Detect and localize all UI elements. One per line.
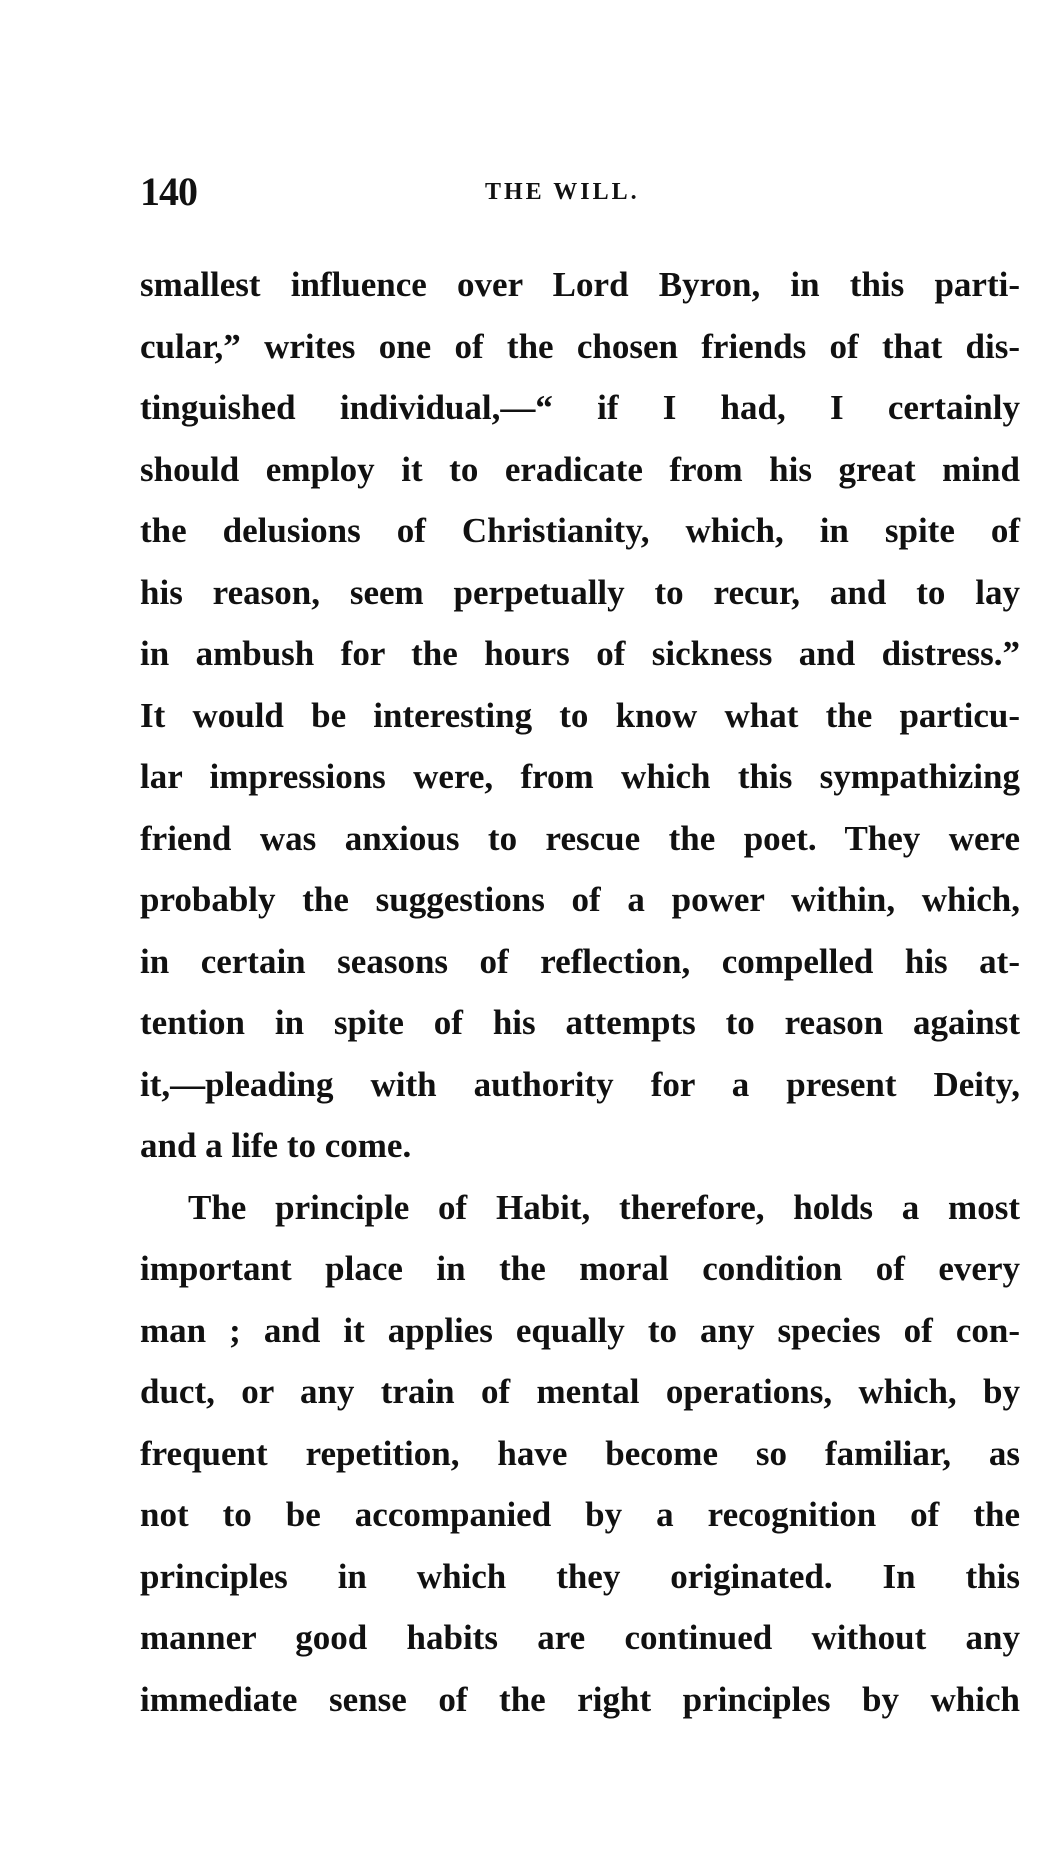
text-line: frequent repetition, have become so familiar, as (140, 1433, 1020, 1473)
body-text (140, 254, 1020, 1730)
text-line: duct, or any train of mental operations, which, by (140, 1372, 1020, 1411)
page-header (140, 168, 1020, 218)
text-line: immediate sense of the right principles by which (140, 1679, 1020, 1719)
paragraph-start-line: The principle of Habit, therefore, holds a most (188, 1187, 1020, 1227)
text-line: principles in which they originated. In this (140, 1556, 1020, 1596)
text-line: not to be accompanied by a recognition of the (140, 1495, 1020, 1534)
paragraph-end-line: and a life to come. (140, 1126, 412, 1165)
text-line: probably the suggestions of a power within, which, (140, 880, 1020, 919)
text-line: in certain seasons of reflection, compelled his at- (140, 941, 1020, 981)
text-line: tinguished individual,—“ if I had, I certainly (140, 388, 1020, 427)
text-line: tention in spite of his attempts to reason against (140, 1003, 1020, 1042)
text-line: the delusions of Christianity, which, in spite of (140, 511, 1020, 550)
text-line: it,—pleading with authority for a present Deity, (140, 1064, 1020, 1104)
text-line: in ambush for the hours of sickness and distress.” (140, 634, 1020, 673)
text-line: his reason, seem perpetually to recur, and to lay (140, 572, 1020, 612)
text-line: lar impressions were, from which this sympathizing (140, 757, 1020, 796)
text-line: man ; and it applies equally to any species of con- (140, 1310, 1020, 1350)
text-line: cular,” writes one of the chosen friends of that dis- (140, 326, 1020, 366)
text-line: manner good habits are continued without any (140, 1618, 1020, 1657)
text-line: smallest influence over Lord Byron, in this parti- (140, 265, 1020, 304)
running-head: THE WILL. (485, 179, 640, 205)
text-line: friend was anxious to rescue the poet. They were (140, 818, 1020, 858)
page-number: 140 (140, 169, 197, 214)
text-line: should employ it to eradicate from his great mind (140, 449, 1020, 489)
text-line: It would be interesting to know what the particu- (140, 695, 1020, 735)
text-line: important place in the moral condition of every (140, 1249, 1020, 1288)
